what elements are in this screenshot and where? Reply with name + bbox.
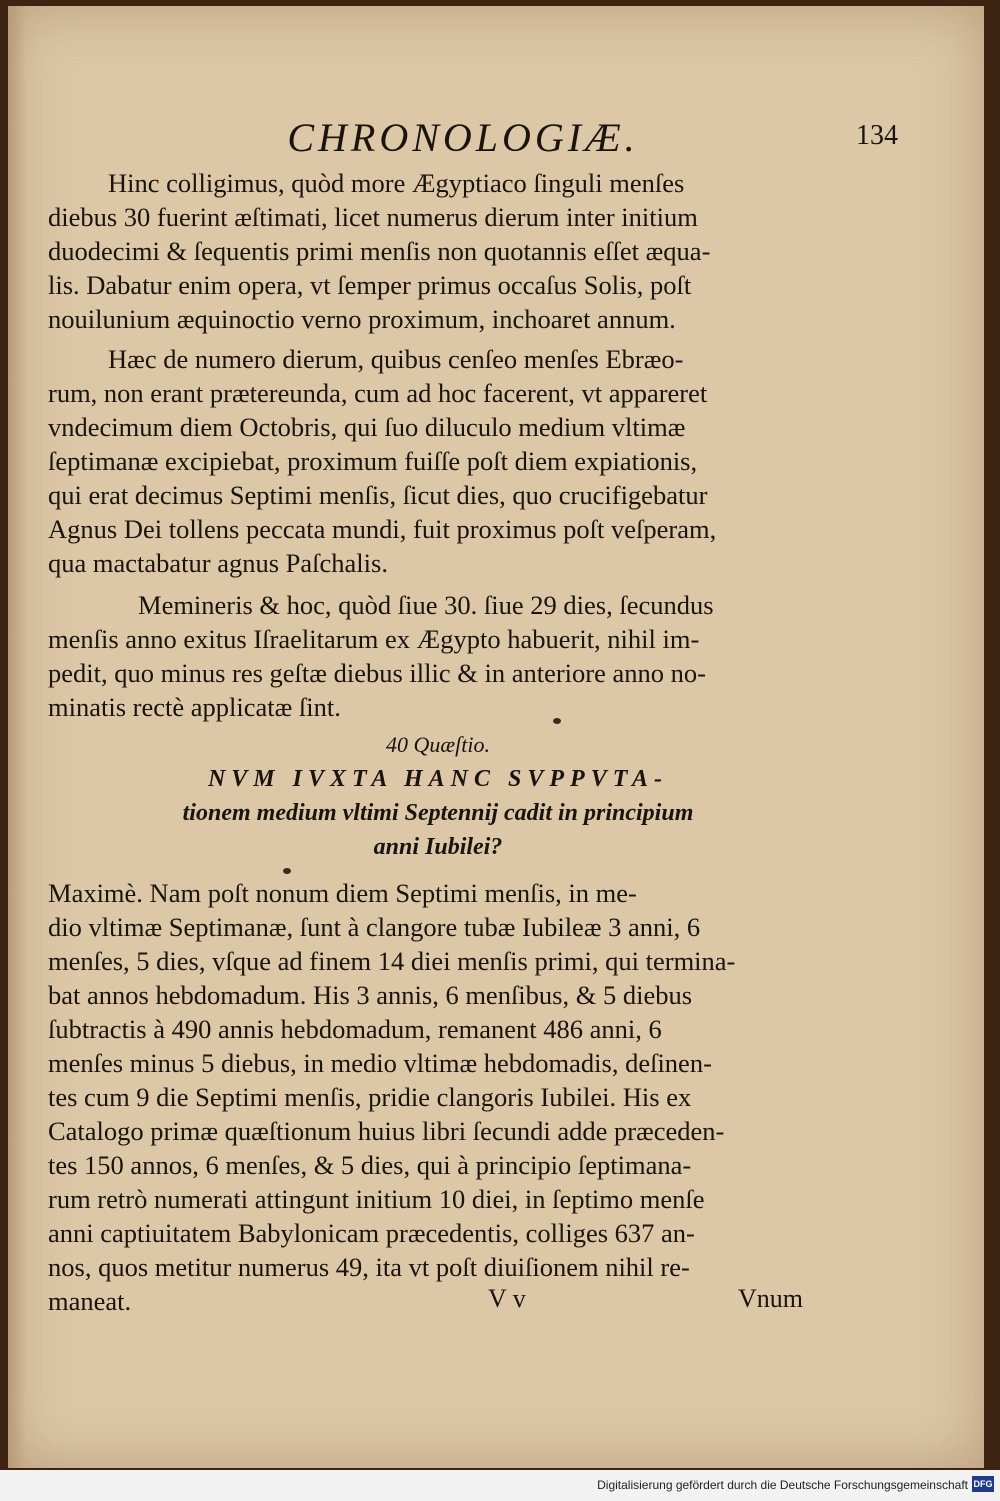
- text-line: minatis rectè applicatæ ſint.: [48, 692, 341, 722]
- text-line: Hinc colligimus, quòd more Ægyptiaco ſinguli menſes: [108, 168, 685, 198]
- text-line: Agnus Dei tollens peccata mundi, fuit proximus poſt veſperam,: [48, 514, 717, 544]
- text-line: Maximè. Nam poſt nonum diem Septimi menſis, in me-: [48, 878, 637, 908]
- text-line: anni captiuitatem Babylonicam præcedentis, colliges 637 an-: [48, 1218, 695, 1248]
- text-line: vndecimum diem Octobris, qui ſuo diluculo medium vltimæ: [48, 412, 686, 442]
- dfg-logo: DFG: [972, 1476, 994, 1492]
- text-line: qui erat decimus Septimi menſis, ſicut dies, quo crucifigebatur: [48, 480, 708, 510]
- question-number: 40 Quæſtio.: [386, 732, 490, 757]
- text-line: tes 150 annos, 6 menſes, & 5 dies, qui à principio ſeptimana-: [48, 1150, 692, 1180]
- text-line: menſis anno exitus Iſraelitarum ex Ægypto habuerit, nihil im-: [48, 624, 700, 654]
- page-gutter-shadow: [8, 6, 26, 1468]
- page-number: 134: [856, 120, 898, 151]
- text-line: dio vltimæ Septimanæ, ſunt à clangore tubæ Iubileæ 3 anni, 6: [48, 912, 701, 942]
- ink-ornament: [283, 868, 291, 874]
- text-line: menſes minus 5 diebus, in medio vltimæ hebdomadis, deſinen-: [48, 1048, 712, 1078]
- text-line: pedit, quo minus res geſtæ diebus illic & in anteriore anno no-: [48, 658, 706, 688]
- question-title-line: NVM IVXTA HANC SVPPVTA-: [207, 766, 669, 792]
- text-line: rum, non erant prætereunda, cum ad hoc facerent, vt appareret: [48, 378, 708, 408]
- ink-ornament: [553, 718, 561, 724]
- text-line: ſeptimanæ excipiebat, proximum fuiſſe poſt diem expiationis,: [48, 446, 698, 476]
- text-line: menſes, 5 dies, vſque ad finem 14 diei menſis primi, qui termina-: [48, 946, 736, 976]
- running-head: CHRONOLOGIÆ.: [287, 115, 639, 160]
- digitization-credit: Digitalisierung gefördert durch die Deutsche Forschungsgemeinschaft: [597, 1478, 968, 1492]
- text-line: rum retrò numerati attingunt initium 10 diei, in ſeptimo menſe: [48, 1184, 705, 1214]
- text-line: duodecimi & ſequentis primi menſis non quotannis eſſet æqua-: [48, 236, 711, 266]
- text-line: lis. Dabatur enim opera, vt ſemper primus occaſus Solis, poſt: [48, 270, 692, 300]
- question-title-line: tionem medium vltimi Septennij cadit in principium: [182, 800, 694, 826]
- text-line: qua mactabatur agnus Paſchalis.: [48, 548, 388, 578]
- signature-mark: V v: [488, 1284, 526, 1313]
- text-line: ſubtractis à 490 annis hebdomadum, remanent 486 anni, 6: [48, 1014, 662, 1044]
- text-line: Memineris & hoc, quòd ſiue 30. ſiue 29 dies, ſecundus: [138, 590, 714, 620]
- text-line: maneat.: [48, 1286, 132, 1316]
- footer-bar: [0, 1470, 1000, 1501]
- text-line: nos, quos metitur numerus 49, ita vt poſt diuiſionem nihil re-: [48, 1252, 690, 1282]
- text-line: tes cum 9 die Septimi menſis, pridie clangoris Iubilei. His ex: [48, 1082, 692, 1112]
- book-page: [8, 6, 984, 1468]
- text-line: Hæc de numero dierum, quibus cenſeo menſes Ebræo-: [108, 344, 684, 374]
- text-line: bat annos hebdomadum. His 3 annis, 6 menſibus, & 5 diebus: [48, 980, 693, 1010]
- text-line: nouilunium æquinoctio verno proximum, inchoaret annum.: [48, 304, 676, 334]
- catchword: Vnum: [738, 1284, 803, 1313]
- text-line: diebus 30 fuerint æſtimati, licet numerus dierum inter initium: [48, 202, 698, 232]
- text-line: Catalogo primæ quæſtionum huius libri ſecundi adde præceden-: [48, 1116, 725, 1146]
- question-title-line: anni Iubilei?: [373, 834, 503, 860]
